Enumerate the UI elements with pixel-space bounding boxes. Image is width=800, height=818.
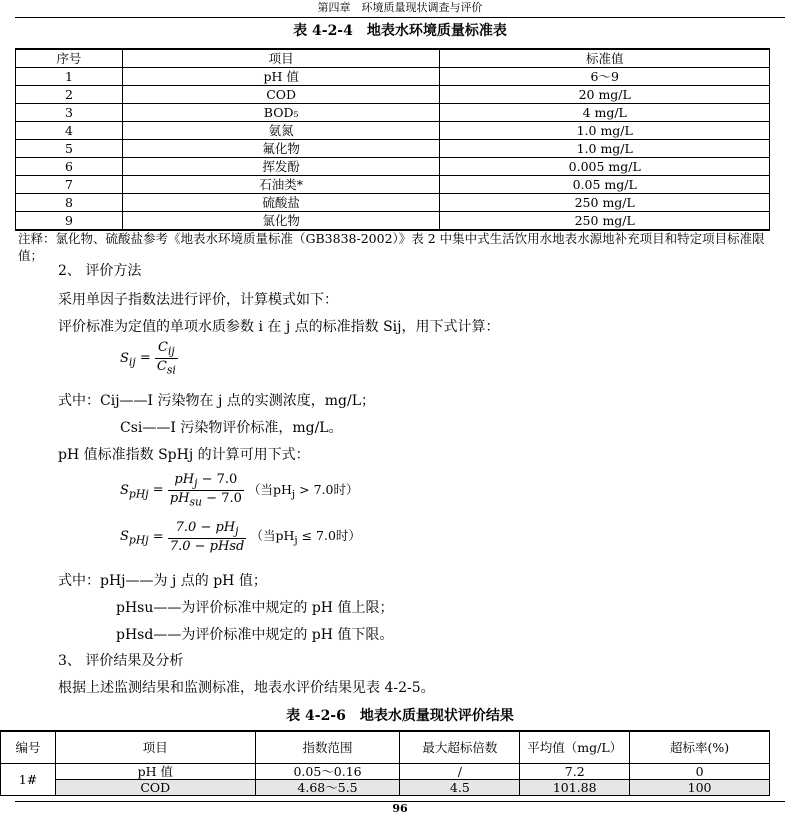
cell-item: BOD₅ [122, 104, 440, 122]
section-3-heading: 3、 评价结果及分析 [58, 653, 184, 669]
table-row [16, 140, 770, 158]
table1-note: 注释：氯化物、硫酸盐参考《地表水环境质量标准（GB3838-2002）》表 2 中集中式生活饮用水地表水源地补充项目和特定项目标准限值； [18, 231, 765, 263]
table-header-row [16, 49, 770, 68]
cell-standard: 6～9 [440, 68, 770, 86]
col-header-index-range: 指数范围 [255, 731, 400, 764]
col-header-max-exceed: 最大超标倍数 [400, 731, 520, 764]
cell-index: 4 [16, 122, 123, 140]
cell-index: 9 [16, 212, 123, 231]
cell-index: 3 [16, 104, 123, 122]
where-cij: 式中：Cij——I 污染物在 j 点的实测浓度，mg/L； [58, 393, 376, 409]
where-phj: 式中：pHj——为 j 点的 pH 值； [58, 573, 267, 589]
paragraph-results: 根据上述监测结果和监测标准，地表水评价结果见表 4-2-5。 [58, 680, 435, 696]
cell-standard: 1.0 mg/L [440, 140, 770, 158]
formula-fraction: $\frac{C_{ij}}{C_{si}}$ [156, 340, 176, 377]
table-header-row [1, 731, 770, 764]
paragraph-sphj: pH 值标准指数 SpHj 的计算可用下式： [58, 447, 310, 463]
col-header-standard: 标准值 [440, 49, 770, 68]
table-row [16, 176, 770, 194]
cell-item: COD [122, 86, 440, 104]
cell-item: 氟化物 [122, 140, 440, 158]
where-phsd: pHsd——为评价标准中规定的 pH 值下限。 [116, 627, 394, 643]
table1-caption: 表 4-2-4 地表水环境质量标准表 [293, 23, 507, 39]
col-header-average: 平均值（mg/L） [520, 731, 630, 764]
cell-average: 7.2 [520, 764, 630, 780]
standards-table [15, 48, 770, 231]
table-row [16, 212, 770, 231]
table-row [1, 764, 770, 780]
formula-sphj-upper: $S_{pHj}$ = $\frac{pH_j - 7.0}{pH_{su} - 7.0}$ （当$pH_j > 7.0$时） [120, 472, 359, 509]
table-row [16, 104, 770, 122]
cell-index-range: 4.68～5.5 [255, 780, 400, 796]
cell-index: 1 [16, 68, 123, 86]
paragraph-sij: 评价标准为定值的单项水质参数 i 在 j 点的标准指数 Sij，用下式计算： [58, 319, 500, 335]
cell-item: 氯化物 [122, 212, 440, 231]
section-2-heading: 2、 评价方法 [58, 263, 142, 279]
cell-item: pH 值 [122, 68, 440, 86]
formula-condition: （当$pH_j > 7.0$时） [248, 481, 359, 501]
cell-standard: 1.0 mg/L [440, 122, 770, 140]
cell-standard: 0.005 mg/L [440, 158, 770, 176]
paragraph-method: 采用单因子指数法进行评价，计算模式如下： [58, 292, 338, 308]
cell-standard: 250 mg/L [440, 194, 770, 212]
formula-lhs: $S_{ij}$ [120, 350, 136, 369]
cell-index: 7 [16, 176, 123, 194]
cell-item: 硫酸盐 [122, 194, 440, 212]
table-row [16, 68, 770, 86]
table-row [16, 122, 770, 140]
cell-item: 石油类* [122, 176, 440, 194]
col-header-item: 项目 [55, 731, 255, 764]
formula-sphj-lower: $S_{pHj}$ = $\frac{7.0 - pH_j}{\text{7.0 − pHsd}}$ （当$pH_j \le 7.0$时） [120, 520, 361, 554]
cell-item: 挥发酚 [122, 158, 440, 176]
cell-index: 6 [16, 158, 123, 176]
page-header: 第四章 环境质量现状调查与评价 [317, 1, 483, 14]
table-row [16, 194, 770, 212]
cell-max-exceed: 4.5 [400, 780, 520, 796]
formula-condition: （当$pH_j \le 7.0$时） [250, 528, 361, 547]
cell-standard: 250 mg/L [440, 212, 770, 231]
cell-item: COD [55, 780, 255, 796]
cell-index: 2 [16, 86, 123, 104]
page-number: 96 [392, 802, 408, 815]
cell-exceed-rate: 0 [630, 764, 770, 780]
cell-average: 101.88 [520, 780, 630, 796]
cell-index-range: 0.05～0.16 [255, 764, 400, 780]
cell-station: 1# [1, 764, 56, 796]
cell-standard: 20 mg/L [440, 86, 770, 104]
col-header-exceed-rate: 超标率(%) [630, 731, 770, 764]
header-rule [15, 17, 785, 18]
table-row [16, 158, 770, 176]
table-row [1, 780, 770, 796]
col-header-station: 编号 [1, 731, 56, 764]
table-row [16, 86, 770, 104]
formula-sij: $S_{ij}$ = $\frac{C_{ij}}{C_{si}}$ [120, 340, 176, 377]
table2-caption: 表 4-2-6 地表水质量现状评价结果 [286, 708, 514, 724]
col-header-index: 序号 [16, 49, 123, 68]
where-csi: Csi——I 污染物评价标准，mg/L。 [120, 420, 343, 436]
cell-max-exceed: / [400, 764, 520, 780]
cell-standard: 4 mg/L [440, 104, 770, 122]
cell-index: 5 [16, 140, 123, 158]
col-header-item: 项目 [122, 49, 440, 68]
cell-exceed-rate: 100 [630, 780, 770, 796]
results-table [0, 730, 770, 796]
cell-item: 氨氮 [122, 122, 440, 140]
cell-index: 8 [16, 194, 123, 212]
cell-standard: 0.05 mg/L [440, 176, 770, 194]
cell-item: pH 值 [55, 764, 255, 780]
where-phsu: pHsu——为评价标准中规定的 pH 值上限； [116, 600, 394, 616]
